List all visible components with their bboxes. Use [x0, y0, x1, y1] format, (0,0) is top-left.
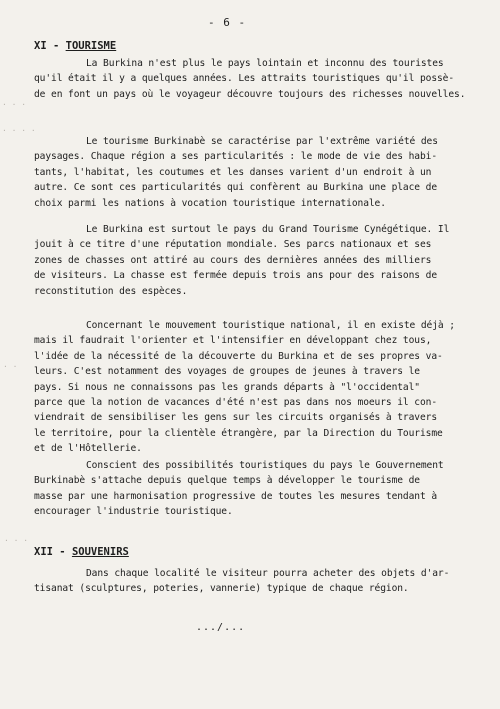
- text-line: Le Burkina est surtout le pays du Grand Tourisme Cynégétique. Il: [86, 224, 450, 235]
- text-line: La Burkina n'est plus le pays lointain et inconnu des touristes: [86, 58, 444, 69]
- text-line: de visiteurs. La chasse est fermée depuis trois ans pour des raisons de: [34, 270, 437, 282]
- text-line: masse par une harmonisation progressive de toutes les mesures tendant à: [34, 490, 437, 502]
- text-line: l'idée de la nécessité de la découverte du Burkina et de ses propres va-: [34, 350, 443, 362]
- text-line: Conscient des possibilités touristiques du pays le Gouvernement: [86, 460, 444, 471]
- continuation-mark: .../...: [196, 622, 246, 633]
- text-line: mais il faudrait l'orienter et l'intensifier en développant chez tous,: [34, 335, 432, 347]
- paragraph: [34, 222, 449, 299]
- text-line: encourager l'industrie touristique.: [34, 506, 233, 518]
- text-line: pays. Si nous ne connaissons pas les grands départs à "l'occidental": [34, 381, 420, 393]
- text-line: Dans chaque localité le visiteur pourra acheter des objets d'ar-: [86, 568, 450, 579]
- text-line: tants, l'habitat, les coutumes et les danses varient d'un endroit à un: [34, 166, 432, 178]
- text-line: paysages. Chaque région a ses particularités : le mode de vie des habi-: [34, 151, 437, 163]
- text-line: zones de chasses ont attiré au cours des dernières années des milliers: [34, 254, 432, 266]
- bleed-through-mark: · ·: [3, 362, 18, 371]
- section-number: XII: [34, 546, 53, 558]
- paragraph: [34, 566, 449, 597]
- text-line: leurs. C'est notamment des voyages de groupes de jeunes à travers le: [34, 366, 420, 378]
- bleed-through-mark: · · · ·: [2, 126, 36, 135]
- text-line: choix parmi les nations à vocation touristique internationale.: [34, 197, 386, 209]
- text-line: le territoire, pour la clientèle étrangère, par la Direction du Tourisme: [34, 427, 443, 439]
- text-line: reconstitution des espèces.: [34, 285, 188, 297]
- section-number: XI: [34, 40, 47, 52]
- text-line: Burkinabè s'attache depuis quelque temps à développer le tourisme de: [34, 475, 420, 487]
- section-heading-souvenirs: XII - SOUVENIRS: [34, 546, 129, 558]
- text-line: parce que la notion de vacances d'été n'est pas dans nos moeurs il con-: [34, 397, 437, 409]
- paragraph: [34, 56, 465, 102]
- text-line: jouit à ce titre d'une réputation mondiale. Ses parcs nationaux et ses: [34, 239, 432, 251]
- page-number: - 6 -: [208, 16, 247, 29]
- section-title: SOUVENIRS: [71, 546, 129, 558]
- text-line: qu'il était il y a quelques années. Les attraits touristiques qu'il possè-: [34, 73, 455, 85]
- bleed-through-mark: · · ·: [4, 536, 29, 545]
- paragraph: [34, 318, 455, 457]
- section-title: TOURISME: [65, 40, 117, 52]
- section-heading-tourisme: XI - TOURISME: [34, 40, 117, 52]
- text-line: autre. Ce sont ces particularités qui confèrent au Burkina une place de: [34, 182, 437, 194]
- paragraph: [34, 458, 444, 520]
- bleed-through-mark: · · ·: [2, 100, 27, 109]
- text-line: viendrait de sensibiliser les gens sur les circuits organisés à travers: [34, 412, 437, 424]
- text-line: Concernant le mouvement touristique national, il en existe déjà ;: [86, 320, 455, 331]
- text-line: Le tourisme Burkinabè se caractérise par l'extrême variété des: [86, 136, 438, 147]
- text-line: de en font un pays où le voyageur découvre toujours des richesses nouvelles.: [34, 88, 466, 100]
- text-line: et de l'Hôtellerie.: [34, 443, 142, 455]
- paragraph: [34, 134, 438, 211]
- text-line: tisanat (sculptures, poteries, vannerie) typique de chaque région.: [34, 583, 409, 595]
